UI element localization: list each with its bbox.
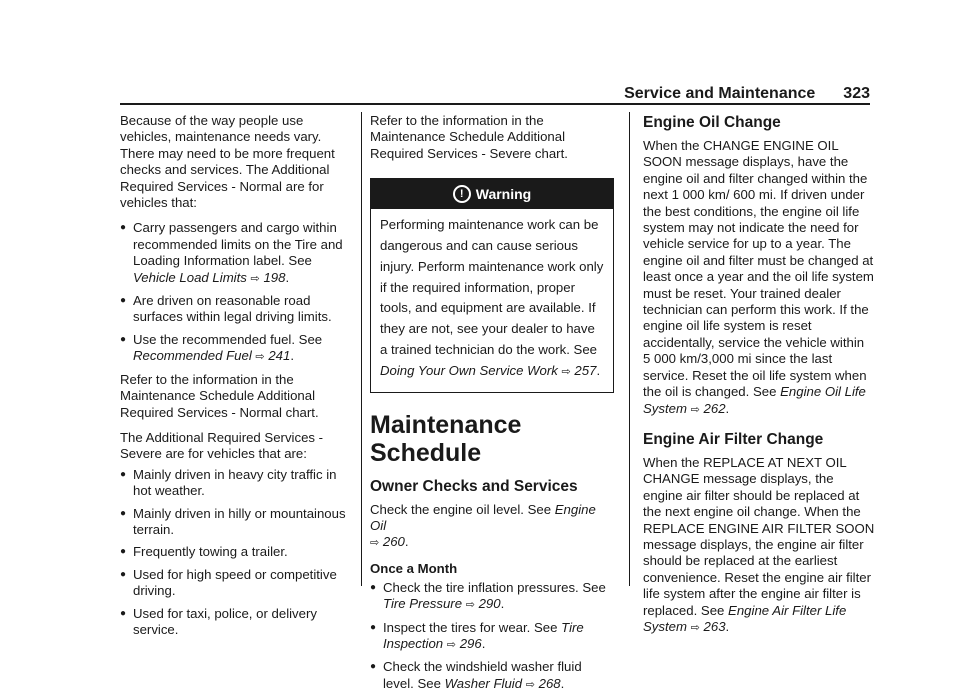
severe-item-text: Mainly driven in heavy city traffic in hot weather. [133, 466, 337, 499]
column-right [643, 113, 875, 645]
xref-page[interactable]: 262 [703, 400, 726, 416]
punct: . [596, 362, 601, 378]
bullet-icon: ● [120, 468, 127, 480]
xref-link[interactable]: Doing Your Own Service Work [380, 362, 558, 378]
monthly-item-text: Check the windshield washer fluid level. See [383, 659, 582, 691]
xref-page[interactable]: 263 [703, 618, 726, 634]
punct: . [285, 269, 290, 285]
monthly-list-item [370, 659, 614, 693]
owner-text: Check the engine oil level. See [370, 501, 555, 517]
owner-checks-paragraph [370, 502, 614, 552]
warning-box [370, 178, 614, 392]
xref-link[interactable]: Engine Air Filter Life System [643, 602, 847, 634]
oil-change-heading: Engine Oil Change [643, 114, 781, 131]
intro-paragraph: Because of the way people use vehicles, maintenance needs vary. There may need to be more frequent checks and services. The Additional Required Services - Normal are for vehicles that: [120, 113, 335, 211]
refer-normal-paragraph: Refer to the information in the Maintenance Schedule Additional Required Services - Normal chart. [120, 371, 319, 420]
page-arrow-icon: ⇨ [370, 537, 380, 550]
xref-page[interactable]: 290 [478, 596, 501, 612]
air-text: When the REPLACE AT NEXT OIL CHANGE message displays, the engine air filter should be replaced at the next engine oil change. When the REPLACE ENGINE AIR FILTER SOON message displays, the engine air filter should be replaced at the earliest convenience. Reset the engine air filter life system after the engine air filter is replaced. See [643, 454, 875, 618]
page-arrow-icon: ⇨ [561, 365, 571, 378]
xref-link[interactable]: Washer Fluid [444, 675, 523, 691]
punct: . [725, 618, 730, 634]
punct: . [481, 636, 486, 652]
severe-item-text: Mainly driven in hilly or mountainous terrain. [133, 505, 346, 537]
owner-checks-heading: Owner Checks and Services [370, 477, 578, 495]
normal-item-text: Use the recommended fuel. See [133, 331, 323, 347]
punct: . [404, 534, 409, 550]
severe-list-item [120, 567, 352, 600]
xref-page[interactable]: 198 [263, 269, 286, 285]
column-left [120, 113, 352, 644]
bullet-icon: ● [120, 333, 127, 345]
punct: . [560, 675, 565, 691]
bullet-icon: ● [120, 507, 127, 519]
bullet-icon: ● [120, 607, 127, 619]
section-running-title: Service and Maintenance [624, 84, 816, 102]
xref-page[interactable]: 260 [382, 534, 405, 550]
warning-body [371, 209, 613, 391]
monthly-item-text: Inspect the tires for wear. See [383, 619, 562, 635]
severe-list-item [120, 544, 352, 560]
xref-link[interactable]: Engine Oil Life System [643, 384, 866, 416]
normal-list-item [120, 293, 352, 326]
section-heading: Maintenance Schedule [370, 410, 522, 467]
punct: . [725, 400, 730, 416]
severe-intro-paragraph: The Additional Required Services - Severe are for vehicles that are: [120, 429, 324, 462]
warning-icon: ! [453, 185, 471, 203]
header-rule [120, 103, 870, 105]
bullet-icon: ● [370, 581, 377, 593]
normal-list-item [120, 332, 352, 366]
page-arrow-icon: ⇨ [255, 351, 265, 364]
warning-text: Performing maintenance work can be dangerous and can cause serious injury. Perform maintenance work only if the required information, proper tools, and equipment are available. If they are not, see your dealer to have a trained technician do the work. See [380, 217, 604, 357]
xref-page[interactable]: 257 [574, 362, 597, 378]
page-arrow-icon: ⇨ [250, 272, 260, 285]
monthly-list-item [370, 620, 614, 654]
bullet-icon: ● [120, 222, 127, 234]
page-arrow-icon: ⇨ [525, 678, 535, 691]
once-a-month-heading: Once a Month [370, 560, 458, 576]
column-divider [361, 112, 362, 586]
warning-title: Warning [475, 186, 532, 203]
air-filter-paragraph [643, 455, 875, 636]
punct: . [500, 596, 505, 612]
xref-link[interactable]: Vehicle Load Limits [133, 269, 247, 285]
column-middle [370, 113, 614, 699]
page-arrow-icon: ⇨ [446, 639, 457, 652]
severe-item-text: Used for taxi, police, or delivery service. [133, 605, 317, 637]
column-divider [629, 112, 630, 586]
bullet-icon: ● [370, 661, 377, 673]
oil-change-paragraph [643, 138, 875, 418]
normal-list-item [120, 220, 352, 287]
monthly-item-text: Check the tire inflation pressures. See [383, 579, 606, 595]
warning-header [371, 179, 613, 209]
xref-link[interactable]: Tire Inspection [383, 619, 584, 652]
bullet-icon: ● [120, 568, 127, 580]
bullet-icon: ● [370, 621, 377, 633]
xref-page[interactable]: 241 [268, 348, 291, 364]
bullet-icon: ● [120, 295, 127, 307]
normal-item-text: Carry passengers and cargo within recommended limits on the Tire and Loading Information label. See [133, 220, 343, 269]
xref-link[interactable]: Tire Pressure [383, 596, 463, 612]
bullet-icon: ● [120, 546, 127, 558]
severe-list-item [120, 606, 352, 639]
severe-item-text: Used for high speed or competitive driving. [133, 566, 337, 599]
monthly-list-item [370, 580, 614, 614]
xref-page[interactable]: 296 [459, 636, 482, 652]
page-arrow-icon: ⇨ [465, 599, 475, 612]
page-arrow-icon: ⇨ [690, 403, 700, 416]
severe-list-item [120, 467, 352, 500]
oil-text: When the CHANGE ENGINE OIL SOON message displays, have the engine oil and filter changed within the next 1 000 km/ 600 mi. If driven under the best conditions, the engine oil life system may not indicate the need for vehicle service for up to a year. The engine oil and filter must be changed at least once a year and the oil life system must be reset. Your trained dealer technician can perform this work. If the engine oil life system is reset accidentally, service the vehicle within 5 000 km/3,000 mi since the last service. Reset the oil life system when the oil is changed. See [643, 138, 874, 400]
xref-page[interactable]: 268 [538, 675, 561, 691]
xref-link[interactable]: Engine Oil [370, 501, 596, 533]
page-number: 323 [843, 84, 870, 102]
xref-link[interactable]: Recommended Fuel [133, 348, 252, 364]
normal-item-text: Are driven on reasonable road surfaces within legal driving limits. [133, 293, 332, 325]
air-filter-heading: Engine Air Filter Change [643, 430, 824, 448]
page-header [120, 83, 870, 105]
severe-item-text: Frequently towing a trailer. [133, 544, 288, 560]
punct: . [290, 348, 294, 364]
severe-list-item [120, 506, 352, 539]
page-arrow-icon: ⇨ [690, 621, 700, 634]
refer-severe-paragraph: Refer to the information in the Maintenance Schedule Additional Required Services - Severe chart. [370, 113, 568, 161]
